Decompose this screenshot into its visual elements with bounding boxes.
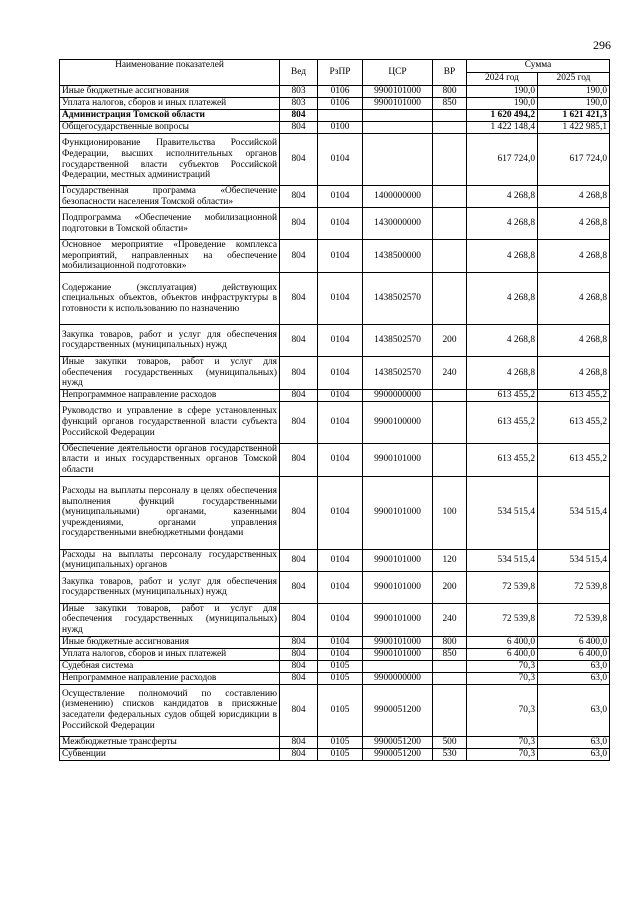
table-row xyxy=(60,476,610,549)
table-cell-ved: 804 xyxy=(280,660,318,672)
table-cell-sum-2024: 4 268,8 xyxy=(467,324,538,356)
table-cell-sum-2025: 1 422 985,1 xyxy=(538,122,610,134)
table-cell-sum-2024: 70,3 xyxy=(467,736,538,748)
table-cell-csr: 9900101000 xyxy=(363,98,433,110)
table-cell-csr: 1400000000 xyxy=(363,186,433,208)
table-cell-name: Осуществление полномочий по составлению (изменению) списков кандидатов в присяжные заседатели федеральных судов общей юрисдикции в Российской Федерации xyxy=(60,684,280,736)
table-row xyxy=(60,443,610,476)
table-cell-vr: 800 xyxy=(433,636,467,648)
table-cell-ved: 804 xyxy=(280,443,318,476)
table-cell-sum-2025: 72 539,8 xyxy=(538,571,610,603)
table-cell-ved: 804 xyxy=(280,324,318,356)
table-cell-sum-2024: 70,3 xyxy=(467,684,538,736)
table-cell-csr xyxy=(363,134,433,186)
table-cell-name: Основное мероприятие «Проведение комплекса мероприятий, направленных на обеспечение мобилизационной подготовки» xyxy=(60,240,280,273)
table-cell-sum-2025: 1 621 421,3 xyxy=(538,110,610,122)
table-cell-name: Судебная система xyxy=(60,660,280,672)
table-cell-sum-2024: 70,3 xyxy=(467,748,538,760)
table-cell-rzpr: 0105 xyxy=(318,684,363,736)
table-cell-vr xyxy=(433,660,467,672)
table-cell-rzpr: 0104 xyxy=(318,603,363,636)
table-cell-ved: 804 xyxy=(280,134,318,186)
header-ved: Вед xyxy=(280,60,318,86)
table-cell-name: Обеспечение деятельности органов государственной власти и иных государственных органов Томской области xyxy=(60,443,280,476)
table-cell-vr xyxy=(433,240,467,273)
table-cell-rzpr: 0104 xyxy=(318,186,363,208)
table-body xyxy=(60,86,610,761)
table-cell-sum-2025: 534 515,4 xyxy=(538,476,610,549)
table-cell-name: Руководство и управление в сфере установленных функций органов государственной власти субъекта Российской Федерации xyxy=(60,401,280,443)
header-csr: ЦСР xyxy=(363,60,433,86)
table-cell-name: Администрация Томской области xyxy=(60,110,280,122)
table-cell-rzpr: 0104 xyxy=(318,636,363,648)
table-cell-name: Субвенции xyxy=(60,748,280,760)
table-cell-name: Расходы на выплаты персоналу государственных (муниципальных) органов xyxy=(60,549,280,571)
table-cell-name: Иные закупки товаров, работ и услуг для обеспечения государственных (муниципальных) нужд xyxy=(60,356,280,389)
table-cell-csr: 9900051200 xyxy=(363,736,433,748)
table-cell-vr: 240 xyxy=(433,356,467,389)
table-cell-sum-2025: 6 400,0 xyxy=(538,648,610,660)
header-sum: Сумма xyxy=(467,60,610,73)
table-cell-ved: 804 xyxy=(280,476,318,549)
table-cell-csr: 9900051200 xyxy=(363,684,433,736)
table-cell-sum-2024: 190,0 xyxy=(467,86,538,98)
table-cell-sum-2025: 72 539,8 xyxy=(538,603,610,636)
table-cell-rzpr: 0104 xyxy=(318,476,363,549)
budget-table xyxy=(59,59,610,761)
table-cell-sum-2025: 534 515,4 xyxy=(538,549,610,571)
table-cell-ved: 804 xyxy=(280,240,318,273)
table-row xyxy=(60,186,610,208)
header-name: Наименование показателей xyxy=(60,60,280,86)
table-row xyxy=(60,110,610,122)
table-cell-ved: 804 xyxy=(280,684,318,736)
table-cell-ved: 803 xyxy=(280,86,318,98)
header-year-2025: 2025 год xyxy=(538,73,610,86)
table-cell-csr: 9900101000 xyxy=(363,636,433,648)
table-cell-vr: 500 xyxy=(433,736,467,748)
table-cell-rzpr: 0106 xyxy=(318,98,363,110)
table-cell-vr: 200 xyxy=(433,571,467,603)
table-cell-vr xyxy=(433,401,467,443)
table-cell-rzpr: 0105 xyxy=(318,736,363,748)
table-row xyxy=(60,240,610,273)
table-cell-vr xyxy=(433,186,467,208)
table-cell-vr xyxy=(433,443,467,476)
table-cell-sum-2024: 72 539,8 xyxy=(467,603,538,636)
table-cell-sum-2025: 63,0 xyxy=(538,736,610,748)
table-cell-rzpr: 0104 xyxy=(318,389,363,401)
table-cell-rzpr: 0104 xyxy=(318,240,363,273)
table-cell-sum-2025: 63,0 xyxy=(538,660,610,672)
table-cell-name: Содержание (эксплуатация) действующих специальных объектов, объектов инфраструктуры в готовности к использованию по назначению xyxy=(60,272,280,324)
table-cell-rzpr: 0105 xyxy=(318,660,363,672)
table-row xyxy=(60,324,610,356)
table-cell-sum-2024: 613 455,2 xyxy=(467,443,538,476)
table-cell-sum-2025: 4 268,8 xyxy=(538,208,610,240)
table-cell-sum-2024: 534 515,4 xyxy=(467,476,538,549)
table-cell-sum-2024: 70,3 xyxy=(467,660,538,672)
table-cell-csr: 1438502570 xyxy=(363,272,433,324)
table-cell-vr: 100 xyxy=(433,476,467,549)
table-cell-ved: 804 xyxy=(280,356,318,389)
table-row xyxy=(60,134,610,186)
table-cell-vr: 850 xyxy=(433,98,467,110)
table-cell-csr: 9900051200 xyxy=(363,748,433,760)
table-row xyxy=(60,672,610,684)
table-cell-csr: 1438500000 xyxy=(363,240,433,273)
table-cell-ved: 804 xyxy=(280,672,318,684)
table-cell-name: Закупка товаров, работ и услуг для обеспечения государственных (муниципальных) нужд xyxy=(60,571,280,603)
table-cell-csr xyxy=(363,122,433,134)
table-cell-sum-2025: 190,0 xyxy=(538,98,610,110)
table-cell-name: Уплата налогов, сборов и иных платежей xyxy=(60,98,280,110)
table-cell-sum-2025: 4 268,8 xyxy=(538,324,610,356)
table-cell-name: Межбюджетные трансферты xyxy=(60,736,280,748)
table-cell-sum-2024: 617 724,0 xyxy=(467,134,538,186)
table-cell-csr: 1438502570 xyxy=(363,324,433,356)
table-cell-rzpr: 0104 xyxy=(318,648,363,660)
table-cell-sum-2025: 190,0 xyxy=(538,86,610,98)
table-cell-sum-2024: 4 268,8 xyxy=(467,186,538,208)
table-row xyxy=(60,122,610,134)
table-cell-vr xyxy=(433,110,467,122)
table-cell-rzpr: 0105 xyxy=(318,672,363,684)
table-cell-csr: 9900101000 xyxy=(363,549,433,571)
table-cell-vr: 120 xyxy=(433,549,467,571)
table-cell-vr: 530 xyxy=(433,748,467,760)
table-cell-sum-2025: 613 455,2 xyxy=(538,443,610,476)
table-cell-sum-2025: 4 268,8 xyxy=(538,186,610,208)
table-cell-vr: 800 xyxy=(433,86,467,98)
table-cell-ved: 804 xyxy=(280,636,318,648)
table-cell-ved: 804 xyxy=(280,208,318,240)
table-cell-csr xyxy=(363,660,433,672)
table-cell-sum-2025: 613 455,2 xyxy=(538,401,610,443)
table-cell-sum-2025: 63,0 xyxy=(538,684,610,736)
table-row xyxy=(60,389,610,401)
table-cell-csr: 9900101000 xyxy=(363,603,433,636)
table-cell-sum-2025: 4 268,8 xyxy=(538,240,610,273)
table-cell-name: Расходы на выплаты персоналу в целях обеспечения выполнения функций государственными (муниципальными) органами, казенными учреждениями, органами управления государственными внебюджетными фондами xyxy=(60,476,280,549)
table-cell-sum-2024: 4 268,8 xyxy=(467,272,538,324)
table-cell-sum-2024: 6 400,0 xyxy=(467,648,538,660)
table-cell-sum-2025: 617 724,0 xyxy=(538,134,610,186)
table-row xyxy=(60,549,610,571)
table-cell-sum-2024: 70,3 xyxy=(467,672,538,684)
table-cell-rzpr: 0104 xyxy=(318,571,363,603)
table-row xyxy=(60,571,610,603)
table-row xyxy=(60,748,610,760)
table-cell-rzpr xyxy=(318,110,363,122)
table-cell-vr: 850 xyxy=(433,648,467,660)
table-row xyxy=(60,272,610,324)
table-cell-rzpr: 0100 xyxy=(318,122,363,134)
table-cell-rzpr: 0104 xyxy=(318,356,363,389)
table-cell-csr: 9900000000 xyxy=(363,389,433,401)
table-cell-name: Государственная программа «Обеспечение безопасности населения Томской области» xyxy=(60,186,280,208)
table-cell-ved: 804 xyxy=(280,748,318,760)
table-cell-vr xyxy=(433,684,467,736)
table-cell-vr xyxy=(433,208,467,240)
table-cell-sum-2024: 4 268,8 xyxy=(467,240,538,273)
table-cell-ved: 804 xyxy=(280,648,318,660)
table-row xyxy=(60,86,610,98)
table-cell-vr xyxy=(433,672,467,684)
table-cell-vr: 240 xyxy=(433,603,467,636)
table-cell-csr: 9900000000 xyxy=(363,672,433,684)
table-cell-sum-2024: 4 268,8 xyxy=(467,356,538,389)
table-cell-sum-2024: 4 268,8 xyxy=(467,208,538,240)
table-cell-sum-2025: 4 268,8 xyxy=(538,272,610,324)
table-cell-vr xyxy=(433,272,467,324)
table-cell-ved: 804 xyxy=(280,272,318,324)
table-cell-sum-2024: 613 455,2 xyxy=(467,401,538,443)
table-row xyxy=(60,660,610,672)
table-cell-name: Иные закупки товаров, работ и услуг для обеспечения государственных (муниципальных) нужд xyxy=(60,603,280,636)
table-cell-sum-2025: 613 455,2 xyxy=(538,389,610,401)
table-cell-csr: 1438502570 xyxy=(363,356,433,389)
table-cell-sum-2024: 190,0 xyxy=(467,98,538,110)
table-cell-rzpr: 0104 xyxy=(318,443,363,476)
table-cell-rzpr: 0104 xyxy=(318,401,363,443)
table-cell-sum-2024: 6 400,0 xyxy=(467,636,538,648)
table-cell-csr: 9900101000 xyxy=(363,571,433,603)
table-cell-rzpr: 0104 xyxy=(318,549,363,571)
table-cell-vr xyxy=(433,389,467,401)
table-cell-ved: 804 xyxy=(280,401,318,443)
header-year-2024: 2024 год xyxy=(467,73,538,86)
table-row xyxy=(60,98,610,110)
table-cell-ved: 804 xyxy=(280,122,318,134)
table-cell-ved: 804 xyxy=(280,186,318,208)
table-cell-name: Иные бюджетные ассигнования xyxy=(60,636,280,648)
table-cell-rzpr: 0104 xyxy=(318,324,363,356)
table-row xyxy=(60,356,610,389)
table-cell-sum-2025: 63,0 xyxy=(538,748,610,760)
table-cell-csr: 9900101000 xyxy=(363,443,433,476)
table-cell-rzpr: 0104 xyxy=(318,272,363,324)
table-row xyxy=(60,208,610,240)
table-cell-name: Функционирование Правительства Российской Федерации, высших исполнительных органов государственной власти субъектов Российской Федерации, местных администраций xyxy=(60,134,280,186)
table-cell-ved: 804 xyxy=(280,603,318,636)
table-cell-rzpr: 0105 xyxy=(318,748,363,760)
table-cell-name: Закупка товаров, работ и услуг для обеспечения государственных (муниципальных) нужд xyxy=(60,324,280,356)
table-cell-rzpr: 0106 xyxy=(318,86,363,98)
table-cell-csr: 1430000000 xyxy=(363,208,433,240)
table-cell-name: Общегосударственные вопросы xyxy=(60,122,280,134)
table-cell-name: Подпрограмма «Обеспечение мобилизационной подготовки в Томской области» xyxy=(60,208,280,240)
table-cell-csr: 9900101000 xyxy=(363,648,433,660)
table-cell-sum-2025: 63,0 xyxy=(538,672,610,684)
table-cell-vr xyxy=(433,122,467,134)
table-cell-vr: 200 xyxy=(433,324,467,356)
table-row xyxy=(60,401,610,443)
table-cell-ved: 803 xyxy=(280,98,318,110)
table-cell-name: Непрограммное направление расходов xyxy=(60,672,280,684)
header-rzpr: РзПР xyxy=(318,60,363,86)
table-cell-vr xyxy=(433,134,467,186)
table-cell-sum-2024: 1 620 494,2 xyxy=(467,110,538,122)
table-cell-csr: 9900101000 xyxy=(363,86,433,98)
table-cell-sum-2024: 613 455,2 xyxy=(467,389,538,401)
table-row xyxy=(60,603,610,636)
table-cell-ved: 804 xyxy=(280,571,318,603)
table-cell-name: Непрограммное направление расходов xyxy=(60,389,280,401)
table-row xyxy=(60,736,610,748)
table-cell-sum-2024: 534 515,4 xyxy=(467,549,538,571)
table-cell-name: Уплата налогов, сборов и иных платежей xyxy=(60,648,280,660)
table-cell-ved: 804 xyxy=(280,110,318,122)
header-vr: ВР xyxy=(433,60,467,86)
table-cell-ved: 804 xyxy=(280,736,318,748)
table-cell-rzpr: 0104 xyxy=(318,134,363,186)
table-cell-sum-2025: 4 268,8 xyxy=(538,356,610,389)
table-cell-rzpr: 0104 xyxy=(318,208,363,240)
table-cell-sum-2024: 72 539,8 xyxy=(467,571,538,603)
table-row xyxy=(60,684,610,736)
table-cell-csr: 9900100000 xyxy=(363,401,433,443)
table-cell-csr xyxy=(363,110,433,122)
table-cell-csr: 9900101000 xyxy=(363,476,433,549)
table-cell-ved: 804 xyxy=(280,389,318,401)
table-row xyxy=(60,648,610,660)
page-number: 296 xyxy=(593,38,611,52)
table-cell-sum-2025: 6 400,0 xyxy=(538,636,610,648)
table-cell-sum-2024: 1 422 148,4 xyxy=(467,122,538,134)
table-cell-name: Иные бюджетные ассигнования xyxy=(60,86,280,98)
table-cell-ved: 804 xyxy=(280,549,318,571)
table-row xyxy=(60,636,610,648)
